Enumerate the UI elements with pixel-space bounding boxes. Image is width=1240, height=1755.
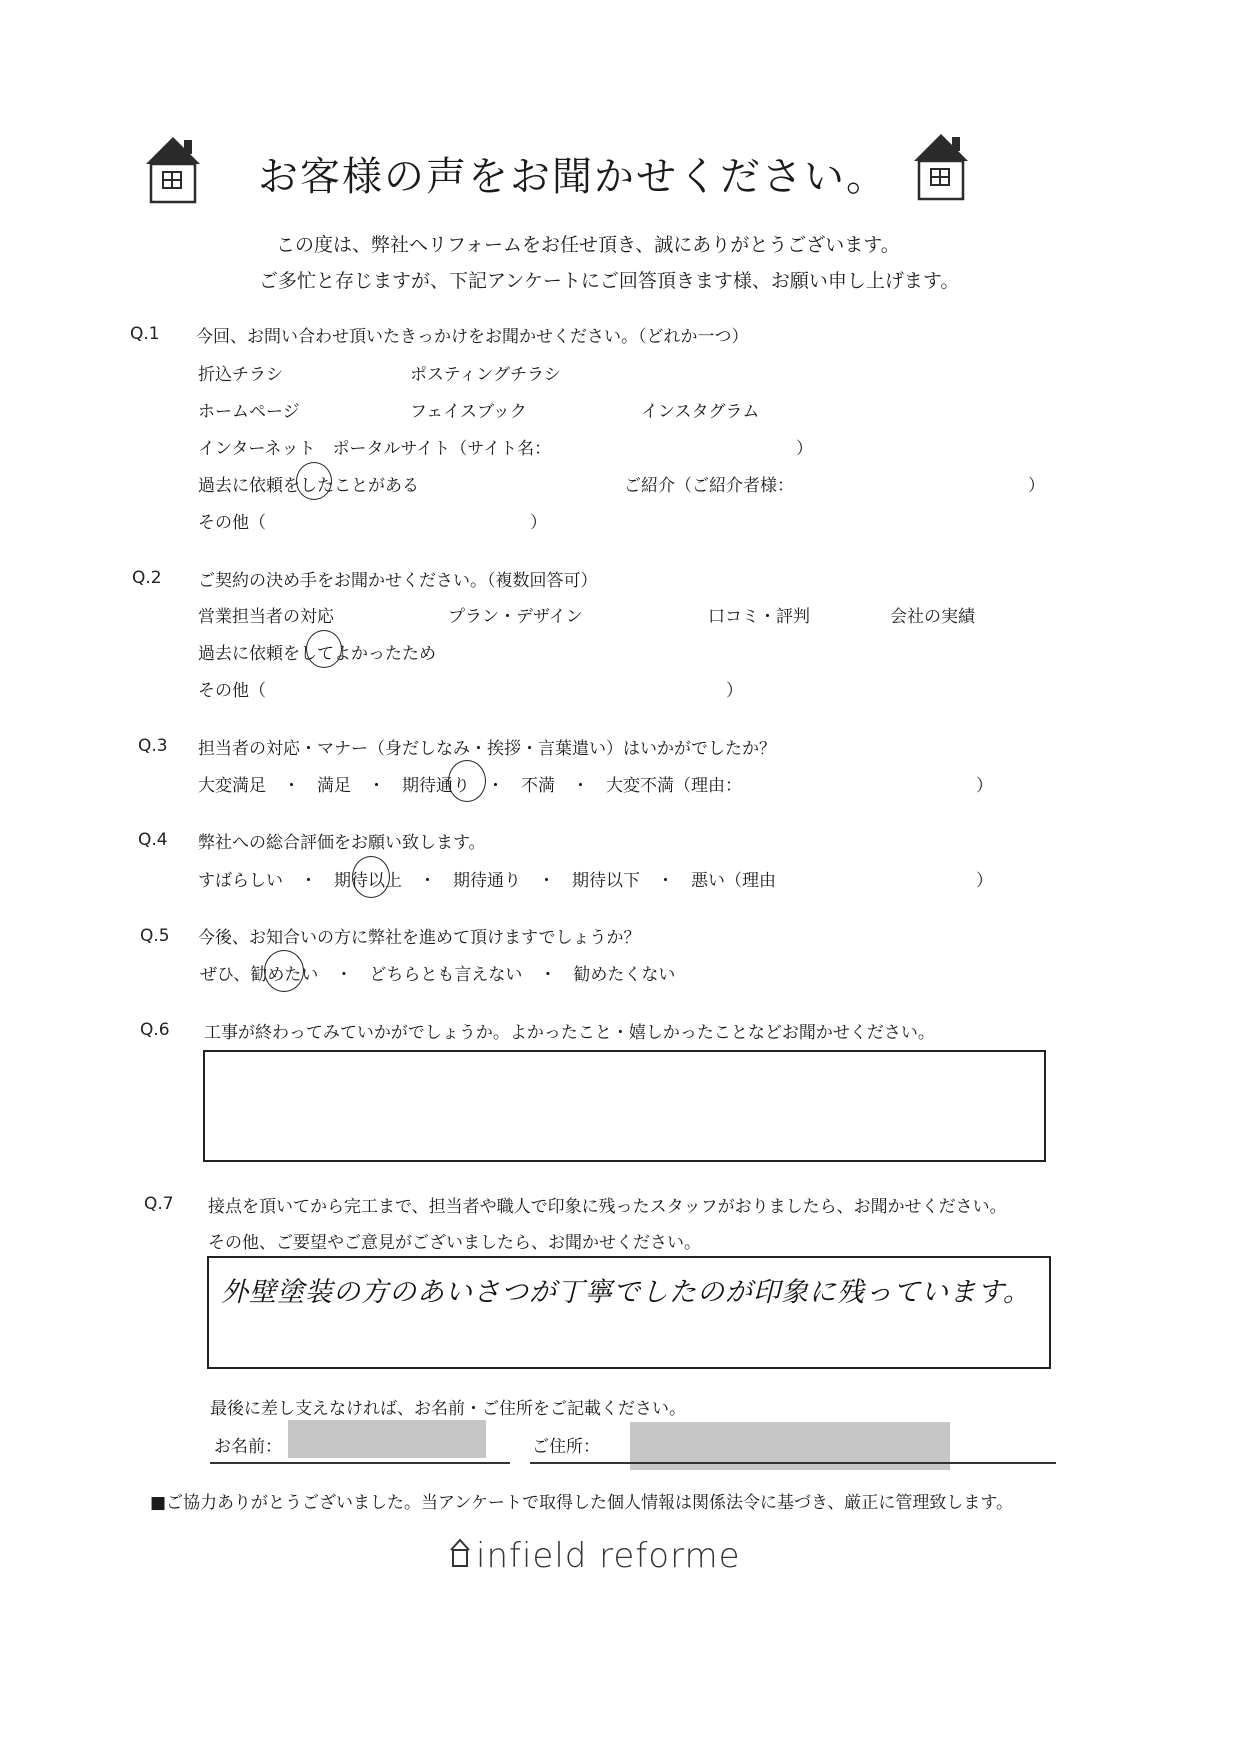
name-label: お名前： bbox=[214, 1437, 282, 1457]
q1-option-instagram[interactable]: インスタグラム bbox=[641, 402, 760, 422]
q2-option-sales[interactable]: 営業担当者の対応 bbox=[198, 607, 334, 627]
logo-house-icon bbox=[448, 1536, 472, 1570]
q3-options[interactable]: 大変満足 ・ 満足 ・ 期待通り ・ 不満 ・ 大変不満（理由： bbox=[198, 776, 742, 796]
q3-question: 担当者の対応・マナー（身だしなみ・挨拶・言葉遣い）はいかがでしたか？ bbox=[198, 739, 776, 759]
q4-answer-circle bbox=[352, 856, 390, 898]
q7-question-line2: その他、ご要望やご意見がございましたら、お聞かせください。 bbox=[208, 1233, 701, 1253]
address-label: ご住所： bbox=[532, 1437, 600, 1457]
name-redaction bbox=[288, 1420, 486, 1458]
q1-option-orikomi[interactable]: 折込チラシ bbox=[198, 365, 283, 385]
q7-number: Q.7 bbox=[144, 1194, 174, 1214]
q6-answer-box[interactable] bbox=[203, 1050, 1046, 1162]
q1-other-close: ） bbox=[530, 513, 547, 533]
q2-answer-circle bbox=[306, 630, 342, 668]
q1-shokai-close: ） bbox=[1028, 476, 1045, 496]
q2-option-jisseki[interactable]: 会社の実績 bbox=[890, 607, 975, 627]
house-icon-left bbox=[142, 134, 204, 206]
q1-option-shokai[interactable]: ご紹介（ご紹介者様： bbox=[624, 476, 794, 496]
q5-question: 今後、お知合いの方に弊社を進めて頂けますでしょうか？ bbox=[198, 928, 641, 948]
q1-answer-circle bbox=[296, 462, 332, 500]
q2-number: Q.2 bbox=[132, 568, 162, 588]
q4-question: 弊社への総合評価をお願い致します。 bbox=[198, 833, 486, 853]
q2-question: ご契約の決め手をお聞かせください。（複数回答可） bbox=[198, 571, 598, 591]
q1-option-past[interactable]: 過去に依頼をしたことがある bbox=[198, 476, 419, 496]
q5-answer-circle bbox=[264, 950, 304, 992]
intro-line-1: この度は、弊社へリフォームをお任せ頂き、誠にありがとうございます。 bbox=[276, 234, 900, 256]
page-title: お客様の声をお聞かせください。 bbox=[258, 154, 888, 200]
q1-option-posting[interactable]: ポスティングチラシ bbox=[410, 365, 561, 385]
q1-number: Q.1 bbox=[130, 324, 160, 344]
house-icon-right bbox=[910, 131, 972, 203]
q2-option-kuchikomi[interactable]: 口コミ・評判 bbox=[708, 607, 810, 627]
q2-option-other[interactable]: その他（ bbox=[198, 681, 266, 701]
q3-number: Q.3 bbox=[138, 736, 168, 756]
q5-number: Q.5 bbox=[140, 926, 170, 946]
q1-internet-close: ） bbox=[796, 439, 813, 459]
q6-answer-text bbox=[205, 1052, 1044, 1068]
brand-logo: infield reforme bbox=[476, 1536, 741, 1576]
q6-number: Q.6 bbox=[140, 1020, 170, 1040]
q6-question: 工事が終わってみていかがでしょうか。よかったこと・嬉しかったことなどお聞かせください。 bbox=[204, 1023, 935, 1043]
q2-other-close: ） bbox=[726, 681, 743, 701]
q5-options[interactable]: ぜひ、勧めたい ・ どちらとも言えない ・ 勧めたくない bbox=[200, 965, 676, 985]
q3-close: ） bbox=[976, 776, 993, 796]
q2-option-past[interactable]: 過去に依頼をしてよかったため bbox=[198, 644, 436, 664]
thanks-note: ■ご協力ありがとうございました。当アンケートで取得した個人情報は関係法令に基づき、厳正に管理致します。 bbox=[150, 1493, 1013, 1513]
q3-answer-circle bbox=[448, 760, 486, 802]
q7-question-line1: 接点を頂いてから完工まで、担当者や職人で印象に残ったスタッフがおりましたら、お聞かせください。 bbox=[208, 1197, 1007, 1217]
name-underline bbox=[210, 1462, 510, 1464]
q7-answer-box[interactable] bbox=[207, 1256, 1051, 1369]
q4-number: Q.4 bbox=[138, 830, 168, 850]
q1-option-homepage[interactable]: ホームページ bbox=[198, 402, 300, 422]
q2-option-plan[interactable]: プラン・デザイン bbox=[448, 607, 583, 627]
q7-answer-handwriting: 外壁塗装の方のあいさつが丁寧でしたのが印象に残っています。 bbox=[221, 1277, 1031, 1308]
closing-prompt: 最後に差し支えなければ、お名前・ご住所をご記載ください。 bbox=[210, 1399, 686, 1419]
q1-question: 今回、お問い合わせ頂いたきっかけをお聞かせください。（どれか一つ） bbox=[196, 327, 749, 347]
address-underline bbox=[530, 1462, 1056, 1464]
q4-options[interactable]: すばらしい ・ 期待以上 ・ 期待通り ・ 期待以下 ・ 悪い（理由 bbox=[198, 871, 776, 891]
q1-option-other[interactable]: その他（ bbox=[198, 513, 266, 533]
q1-option-facebook[interactable]: フェイスブック bbox=[410, 402, 527, 422]
q4-close: ） bbox=[976, 871, 993, 891]
q1-option-internet[interactable]: インターネット ポータルサイト（サイト名： bbox=[198, 439, 552, 459]
intro-line-2: ご多忙と存じますが、下記アンケートにご回答頂きます様、お願い申し上げます。 bbox=[259, 270, 960, 292]
